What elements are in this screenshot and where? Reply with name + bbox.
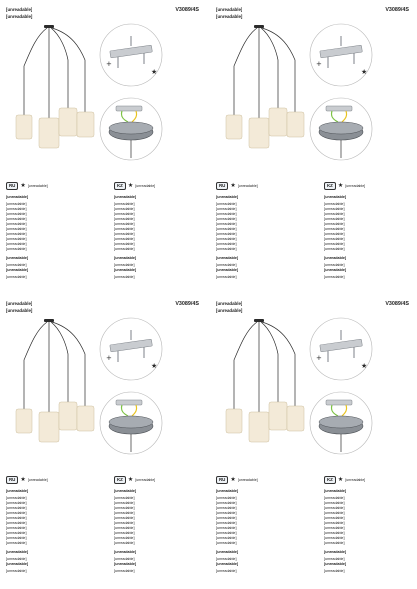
kz-contents-heading: [unreadable] xyxy=(324,195,347,199)
star-icon: ★ xyxy=(151,68,158,76)
plus-icon: + xyxy=(316,354,322,362)
ru-instructions xyxy=(6,195,92,280)
list-item: [unreadable] xyxy=(114,531,135,535)
list-item: [unreadable] xyxy=(114,521,135,525)
ru-contents-heading: [unreadable] xyxy=(6,195,29,199)
instruction-sheet xyxy=(214,298,411,585)
canopy-top xyxy=(319,416,363,428)
plus-icon: + xyxy=(106,60,112,68)
list-item: [unreadable] xyxy=(216,242,237,246)
instruction-sheet xyxy=(4,4,201,291)
list-item: [unreadable] xyxy=(114,212,135,216)
list-item: [unreadable] xyxy=(6,217,27,221)
suspension-wire xyxy=(51,28,68,108)
kz-spec-line: [unreadable] xyxy=(324,263,345,267)
list-item: [unreadable] xyxy=(114,526,135,530)
star-icon: ★ xyxy=(127,476,134,483)
kz-contents-heading: [unreadable] xyxy=(114,195,137,199)
ceiling-plate xyxy=(44,319,54,322)
language-badges xyxy=(6,182,199,191)
lamp-shade xyxy=(287,406,304,431)
header-title: [unreadable] xyxy=(6,7,33,12)
kz-badge-row xyxy=(324,476,365,484)
kz-language-badge: KZ xyxy=(324,182,336,190)
header-title: [unreadable] xyxy=(216,301,243,306)
list-item: [unreadable] xyxy=(114,506,135,510)
list-item: [unreadable] xyxy=(216,222,237,226)
ru-specs xyxy=(6,550,92,574)
list-item: [unreadable] xyxy=(6,541,27,545)
list-item: [unreadable] xyxy=(114,511,135,515)
model-number: V3089/4S xyxy=(385,7,409,13)
list-item: [unreadable] xyxy=(6,536,27,540)
list-item: [unreadable] xyxy=(6,227,27,231)
sheet-header xyxy=(216,7,409,13)
lamp-shade xyxy=(39,412,59,442)
instruction-sheet xyxy=(4,298,201,585)
list-item: [unreadable] xyxy=(324,511,345,515)
list-item: [unreadable] xyxy=(216,516,237,520)
kz-specs xyxy=(114,256,200,280)
kz-spec-line: [unreadable] xyxy=(114,557,135,561)
kz-language-badge: KZ xyxy=(114,476,126,484)
model-number: V3089/4S xyxy=(175,301,199,307)
list-item: [unreadable] xyxy=(324,242,345,246)
wiring-canopy-detail xyxy=(310,392,372,454)
lamp-shade xyxy=(226,115,242,139)
list-item: [unreadable] xyxy=(114,501,135,505)
ru-contents-list xyxy=(6,202,92,252)
lamp-shade xyxy=(269,402,287,430)
list-item: [unreadable] xyxy=(324,541,345,545)
pendant-lamp-illustration xyxy=(226,25,304,148)
kz-contents-list xyxy=(114,202,200,252)
lamp-shade xyxy=(249,118,269,148)
ru-language-badge: RU xyxy=(216,476,228,484)
list-item: [unreadable] xyxy=(6,212,27,216)
ru-note: [unreadable] xyxy=(6,275,27,279)
kz-contents-list xyxy=(324,496,410,546)
ru-language-badge: RU xyxy=(6,476,18,484)
kz-specs-heading: [unreadable] xyxy=(324,256,347,260)
kz-instructions xyxy=(324,489,410,574)
list-item: [unreadable] xyxy=(216,237,237,241)
lamp-shade xyxy=(77,406,94,431)
star-icon: ★ xyxy=(361,362,368,370)
lamp-shade xyxy=(249,412,269,442)
kz-note: [unreadable] xyxy=(324,569,345,573)
kz-warning: [unreadable] xyxy=(114,562,137,566)
ru-badge-note: [unreadable] xyxy=(27,478,48,482)
star-icon: ★ xyxy=(337,182,344,189)
wiring-canopy-detail xyxy=(100,392,162,454)
assembly-diagram xyxy=(216,22,409,170)
assembly-diagram xyxy=(6,316,199,464)
kz-instructions xyxy=(324,195,410,280)
star-icon: ★ xyxy=(337,476,344,483)
ru-note: [unreadable] xyxy=(216,569,237,573)
lamp-shade xyxy=(59,402,77,430)
kz-warning: [unreadable] xyxy=(324,562,347,566)
list-item: [unreadable] xyxy=(216,541,237,545)
header-subtitle: [unreadable] xyxy=(216,14,243,19)
list-item: [unreadable] xyxy=(216,521,237,525)
assembly-illustrations xyxy=(216,316,409,464)
model-number: V3089/4S xyxy=(385,301,409,307)
model-number: V3089/4S xyxy=(175,7,199,13)
list-item: [unreadable] xyxy=(114,247,135,251)
list-item: [unreadable] xyxy=(324,516,345,520)
ru-language-badge: RU xyxy=(6,182,18,190)
pendant-lamp-illustration xyxy=(16,319,94,442)
lamp-shade xyxy=(59,108,77,136)
ru-specs-heading: [unreadable] xyxy=(216,256,239,260)
kz-specs-heading: [unreadable] xyxy=(114,256,137,260)
kz-contents-heading: [unreadable] xyxy=(324,489,347,493)
assembly-illustrations xyxy=(6,22,199,170)
list-item: [unreadable] xyxy=(6,526,27,530)
list-item: [unreadable] xyxy=(324,521,345,525)
list-item: [unreadable] xyxy=(114,541,135,545)
kz-specs xyxy=(324,256,410,280)
list-item: [unreadable] xyxy=(324,237,345,241)
ru-note: [unreadable] xyxy=(216,275,237,279)
ru-specs xyxy=(216,550,302,574)
ru-badge-note: [unreadable] xyxy=(27,184,48,188)
list-item: [unreadable] xyxy=(324,501,345,505)
star-icon: ★ xyxy=(151,362,158,370)
suspension-wire xyxy=(51,322,68,402)
ru-warning: [unreadable] xyxy=(216,562,239,566)
list-item: [unreadable] xyxy=(324,232,345,236)
ru-contents-list xyxy=(6,496,92,546)
header-title: [unreadable] xyxy=(6,301,33,306)
list-item: [unreadable] xyxy=(324,217,345,221)
instruction-columns xyxy=(216,489,409,585)
star-icon: ★ xyxy=(20,476,26,483)
header-title: [unreadable] xyxy=(216,7,243,12)
terminal-block xyxy=(116,106,142,111)
kz-specs xyxy=(324,550,410,574)
list-item: [unreadable] xyxy=(114,202,135,206)
list-item: [unreadable] xyxy=(6,237,27,241)
list-item: [unreadable] xyxy=(216,526,237,530)
plus-icon: + xyxy=(106,354,112,362)
list-item: [unreadable] xyxy=(6,232,27,236)
ru-warning: [unreadable] xyxy=(216,268,239,272)
list-item: [unreadable] xyxy=(216,531,237,535)
ru-spec-line: [unreadable] xyxy=(216,557,237,561)
kz-contents-heading: [unreadable] xyxy=(114,489,137,493)
ru-spec-line: [unreadable] xyxy=(6,557,27,561)
ru-warning: [unreadable] xyxy=(6,268,29,272)
kz-badge-row xyxy=(114,182,155,190)
instruction-columns xyxy=(6,195,199,291)
list-item: [unreadable] xyxy=(114,207,135,211)
list-item: [unreadable] xyxy=(114,516,135,520)
star-icon: ★ xyxy=(20,182,26,189)
star-icon: ★ xyxy=(127,182,134,189)
sheet-header xyxy=(216,301,409,307)
ru-badge-row xyxy=(6,182,48,190)
list-item: [unreadable] xyxy=(6,506,27,510)
kz-instructions xyxy=(114,489,200,574)
list-item: [unreadable] xyxy=(216,232,237,236)
suspension-wire xyxy=(52,28,85,112)
kz-note: [unreadable] xyxy=(114,569,135,573)
list-item: [unreadable] xyxy=(114,217,135,221)
instruction-sheet xyxy=(214,4,411,291)
kz-contents-list xyxy=(114,496,200,546)
list-item: [unreadable] xyxy=(216,247,237,251)
list-item: [unreadable] xyxy=(216,536,237,540)
assembly-diagram xyxy=(6,22,199,170)
list-item: [unreadable] xyxy=(114,232,135,236)
list-item: [unreadable] xyxy=(6,516,27,520)
kz-note: [unreadable] xyxy=(324,275,345,279)
list-item: [unreadable] xyxy=(324,212,345,216)
kz-specs xyxy=(114,550,200,574)
ru-contents-heading: [unreadable] xyxy=(216,195,239,199)
mounting-bar-detail xyxy=(100,318,162,380)
star-icon: ★ xyxy=(361,68,368,76)
suspension-wire xyxy=(261,322,278,402)
star-icon: ★ xyxy=(230,182,236,189)
kz-badge-row xyxy=(324,182,365,190)
kz-badge-note: [unreadable] xyxy=(345,184,366,188)
instruction-columns xyxy=(216,195,409,291)
kz-language-badge: KZ xyxy=(324,476,336,484)
ru-contents-heading: [unreadable] xyxy=(216,489,239,493)
kz-spec-line: [unreadable] xyxy=(114,263,135,267)
suspension-wire xyxy=(52,322,85,406)
mounting-bar-detail xyxy=(100,24,162,86)
list-item: [unreadable] xyxy=(324,506,345,510)
suspension-wire xyxy=(261,28,278,108)
list-item: [unreadable] xyxy=(114,227,135,231)
list-item: [unreadable] xyxy=(6,222,27,226)
language-badges xyxy=(216,476,409,485)
list-item: [unreadable] xyxy=(6,202,27,206)
list-item: [unreadable] xyxy=(216,212,237,216)
kz-specs-heading: [unreadable] xyxy=(324,550,347,554)
pendant-lamp-illustration xyxy=(16,25,94,148)
lamp-shade xyxy=(269,108,287,136)
ru-specs-heading: [unreadable] xyxy=(216,550,239,554)
lamp-shade xyxy=(39,118,59,148)
star-icon: ★ xyxy=(230,476,236,483)
ru-badge-row xyxy=(216,476,258,484)
list-item: [unreadable] xyxy=(114,536,135,540)
list-item: [unreadable] xyxy=(216,506,237,510)
kz-badge-row xyxy=(114,476,155,484)
mounting-bar-detail xyxy=(310,318,372,380)
mounting-bar-detail xyxy=(310,24,372,86)
assembly-illustrations xyxy=(216,22,409,170)
list-item: [unreadable] xyxy=(6,501,27,505)
lamp-shade xyxy=(226,409,242,433)
list-item: [unreadable] xyxy=(216,227,237,231)
ru-specs xyxy=(216,256,302,280)
list-item: [unreadable] xyxy=(6,531,27,535)
canopy-top xyxy=(109,122,153,134)
list-item: [unreadable] xyxy=(216,217,237,221)
suspension-wire xyxy=(234,322,257,409)
ru-badge-note: [unreadable] xyxy=(237,184,258,188)
kz-badge-note: [unreadable] xyxy=(135,478,156,482)
lamp-shade xyxy=(16,115,32,139)
ru-badge-row xyxy=(216,182,258,190)
list-item: [unreadable] xyxy=(324,526,345,530)
list-item: [unreadable] xyxy=(114,242,135,246)
terminal-block xyxy=(326,400,352,405)
list-item: [unreadable] xyxy=(6,521,27,525)
ru-specs xyxy=(6,256,92,280)
language-badges xyxy=(216,182,409,191)
header-subtitle: [unreadable] xyxy=(6,14,33,19)
kz-warning: [unreadable] xyxy=(114,268,137,272)
kz-contents-list xyxy=(324,202,410,252)
ru-instructions xyxy=(6,489,92,574)
pendant-lamp-illustration xyxy=(226,319,304,442)
list-item: [unreadable] xyxy=(324,207,345,211)
list-item: [unreadable] xyxy=(6,247,27,251)
kz-language-badge: KZ xyxy=(114,182,126,190)
ru-spec-line: [unreadable] xyxy=(216,263,237,267)
ru-contents-list xyxy=(216,496,302,546)
ru-specs-heading: [unreadable] xyxy=(6,256,29,260)
terminal-block xyxy=(116,400,142,405)
lamp-shade xyxy=(287,112,304,137)
header-subtitle: [unreadable] xyxy=(216,308,243,313)
list-item: [unreadable] xyxy=(216,202,237,206)
canopy-top xyxy=(109,416,153,428)
ru-contents-list xyxy=(216,202,302,252)
sheet-header xyxy=(6,7,199,13)
instruction-columns xyxy=(6,489,199,585)
wiring-canopy-detail xyxy=(310,98,372,160)
ru-specs-heading: [unreadable] xyxy=(6,550,29,554)
list-item: [unreadable] xyxy=(114,496,135,500)
lamp-shade xyxy=(16,409,32,433)
ru-badge-note: [unreadable] xyxy=(237,478,258,482)
kz-specs-heading: [unreadable] xyxy=(114,550,137,554)
list-item: [unreadable] xyxy=(6,496,27,500)
ru-spec-line: [unreadable] xyxy=(6,263,27,267)
list-item: [unreadable] xyxy=(324,536,345,540)
lamp-shade xyxy=(77,112,94,137)
ru-instructions xyxy=(216,195,302,280)
ru-instructions xyxy=(216,489,302,574)
list-item: [unreadable] xyxy=(216,207,237,211)
list-item: [unreadable] xyxy=(114,222,135,226)
kz-instructions xyxy=(114,195,200,280)
ceiling-plate xyxy=(254,25,264,28)
ru-contents-heading: [unreadable] xyxy=(6,489,29,493)
ru-warning: [unreadable] xyxy=(6,562,29,566)
suspension-wire xyxy=(262,28,295,112)
suspension-wire xyxy=(24,28,47,115)
sheet-header xyxy=(6,301,199,307)
list-item: [unreadable] xyxy=(114,237,135,241)
list-item: [unreadable] xyxy=(324,227,345,231)
terminal-block xyxy=(326,106,352,111)
ru-note: [unreadable] xyxy=(6,569,27,573)
list-item: [unreadable] xyxy=(324,531,345,535)
kz-warning: [unreadable] xyxy=(324,268,347,272)
list-item: [unreadable] xyxy=(6,511,27,515)
kz-spec-line: [unreadable] xyxy=(324,557,345,561)
list-item: [unreadable] xyxy=(216,511,237,515)
assembly-diagram xyxy=(216,316,409,464)
list-item: [unreadable] xyxy=(324,247,345,251)
ceiling-plate xyxy=(44,25,54,28)
list-item: [unreadable] xyxy=(216,501,237,505)
kz-badge-note: [unreadable] xyxy=(345,478,366,482)
list-item: [unreadable] xyxy=(324,222,345,226)
wiring-canopy-detail xyxy=(100,98,162,160)
ru-badge-row xyxy=(6,476,48,484)
canopy-top xyxy=(319,122,363,134)
kz-badge-note: [unreadable] xyxy=(135,184,156,188)
plus-icon: + xyxy=(316,60,322,68)
language-badges xyxy=(6,476,199,485)
list-item: [unreadable] xyxy=(324,202,345,206)
ru-language-badge: RU xyxy=(216,182,228,190)
kz-note: [unreadable] xyxy=(114,275,135,279)
ceiling-plate xyxy=(254,319,264,322)
suspension-wire xyxy=(262,322,295,406)
suspension-wire xyxy=(234,28,257,115)
assembly-illustrations xyxy=(6,316,199,464)
list-item: [unreadable] xyxy=(6,207,27,211)
list-item: [unreadable] xyxy=(6,242,27,246)
header-subtitle: [unreadable] xyxy=(6,308,33,313)
suspension-wire xyxy=(24,322,47,409)
list-item: [unreadable] xyxy=(216,496,237,500)
list-item: [unreadable] xyxy=(324,496,345,500)
